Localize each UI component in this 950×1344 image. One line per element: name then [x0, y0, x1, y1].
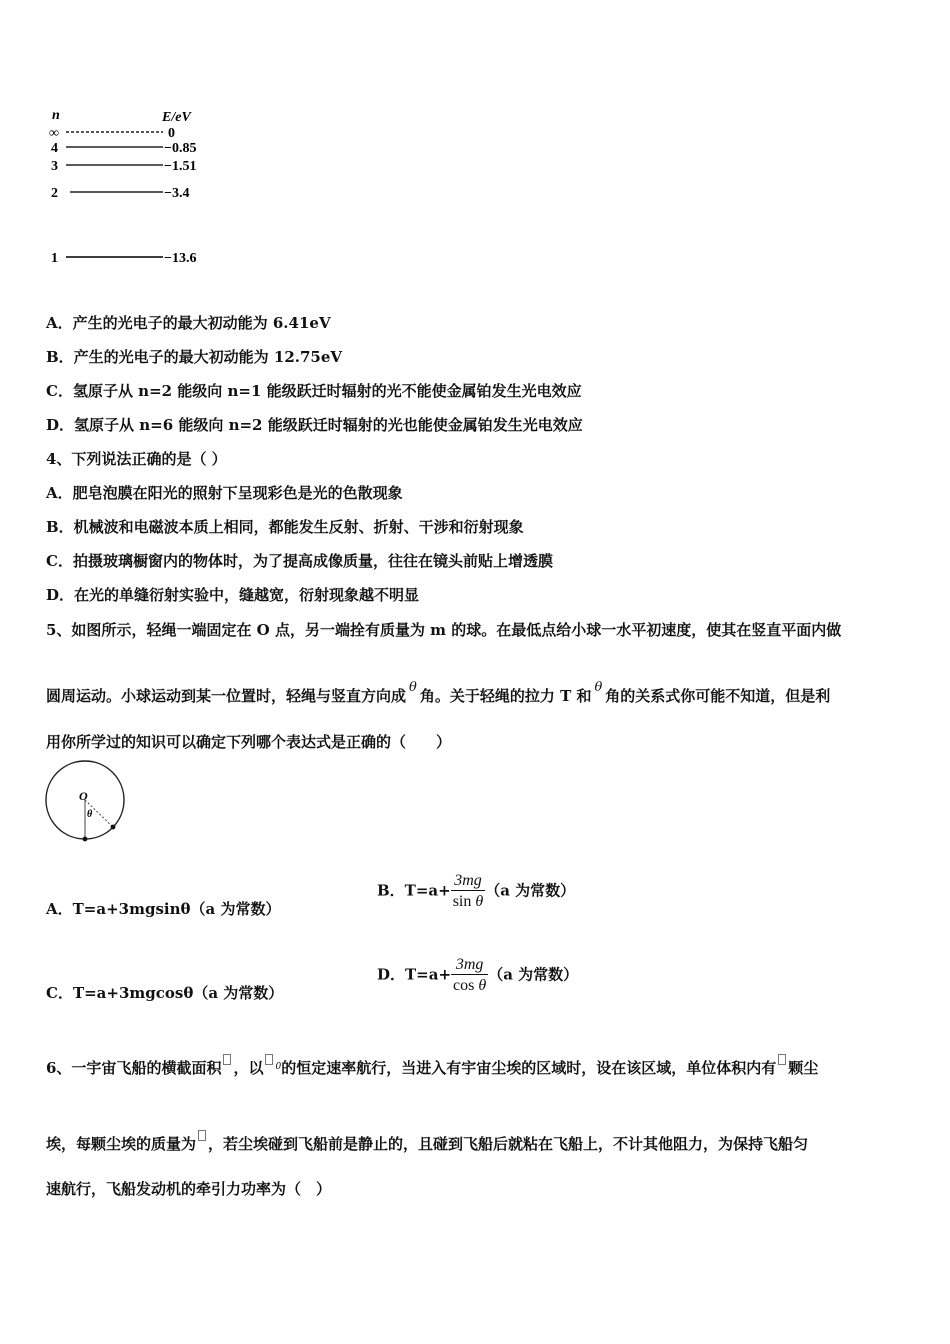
q4-option-c: C．拍摄玻璃橱窗内的物体时，为了提高成像质量，往往在镜头前贴上增透膜: [46, 552, 553, 570]
q5-d-suffix: （a 为常数）: [488, 965, 579, 984]
missing-symbol-placeholder: [778, 1054, 786, 1065]
q6-l1-part4: 颗尘: [788, 1059, 819, 1077]
q4-stem: 4、下列说法正确的是（ ）: [46, 450, 227, 468]
q5-d-fraction: [451, 956, 488, 995]
q4-option-a: A．肥皂泡膜在阳光的照射下呈现彩色是光的色散现象: [46, 484, 403, 502]
point-o-label: O: [79, 789, 88, 803]
level-e-2: −3.4: [164, 186, 190, 201]
level-n-3: 3: [51, 159, 58, 174]
level-n-4: 4: [51, 141, 58, 156]
q5-stem-line3: 用你所学过的知识可以确定下列哪个表达式是正确的（ ）: [46, 733, 452, 751]
q5-option-d: [377, 956, 578, 995]
missing-symbol-placeholder: [265, 1054, 273, 1065]
q6-l2-part2: ，若尘埃碰到飞船前是静止的，且碰到飞船后就粘在飞船上，不计其他阻力，为保持飞船匀: [208, 1135, 809, 1153]
q6-stem-line1: [46, 1054, 818, 1078]
level-n-inf: ∞: [49, 126, 59, 141]
q6-stem-line2: [46, 1130, 808, 1154]
q3-option-d: D．氢原子从 n=6 能级向 n=2 能级跃迁时辐射的光也能使金属铂发生光电效应: [46, 416, 583, 434]
q5-b-fraction: [451, 872, 486, 911]
q5-b-denominator: [451, 890, 486, 911]
q6-stem-line3: 速航行，飞船发动机的牵引力功率为（ ）: [46, 1180, 332, 1198]
theta-symbol: θ: [409, 680, 417, 695]
level-e-1: −13.6: [164, 251, 197, 266]
q6-l1-part3: 的恒定速率航行，当进入有宇宙尘埃的区域时，设在该区域，单位体积内有: [281, 1059, 777, 1077]
q5-line2-part2: 角。关于轻绳的拉力 T 和: [419, 687, 592, 705]
q5-b-suffix: （a 为常数）: [485, 881, 576, 900]
q3-option-c: C．氢原子从 n=2 能级向 n=1 能级跃迁时辐射的光不能使金属铂发生光电效应: [46, 382, 582, 400]
q6-subscript: 0: [275, 1062, 282, 1072]
q6-l1-part2: ，以: [233, 1059, 264, 1077]
q3-option-b: B．产生的光电子的最大初动能为 12.75eV: [46, 348, 343, 366]
q5-line2-part3: 角的关系式你可能不知道，但是利: [605, 687, 831, 705]
q5-d-den-var: θ: [478, 977, 487, 994]
q6-l2-part1: 埃，每颗尘埃的质量为: [46, 1135, 197, 1153]
level-n-2: 2: [51, 186, 58, 201]
q5-option-c: C．T=a+3mgcosθ（a 为常数）: [46, 984, 284, 1002]
ball-bottom: [83, 837, 88, 842]
pendulum-circle-figure: [40, 760, 135, 850]
q5-b-prefix: B．T=a+: [377, 881, 451, 900]
q5-option-b: [377, 872, 575, 911]
q6-l1-part1: 6、一宇宙飞船的横截面积: [46, 1059, 222, 1077]
angle-theta-label: θ: [87, 809, 93, 820]
theta-symbol: θ: [594, 680, 603, 695]
level-n-1: 1: [51, 251, 58, 266]
q3-option-a: A．产生的光电子的最大初动能为 6.41eV: [46, 314, 331, 332]
q5-stem-line2: [46, 680, 830, 706]
q5-b-den-var: θ: [475, 893, 484, 910]
q5-d-prefix: D．T=a+: [377, 965, 452, 984]
missing-symbol-placeholder: [198, 1130, 206, 1141]
q5-d-denominator: [451, 974, 488, 995]
q4-option-d: D．在光的单缝衍射实验中，缝越宽，衍射现象越不明显: [46, 586, 420, 604]
level-e-inf: 0: [168, 126, 175, 141]
q5-line2-part1: 圆周运动。小球运动到某一位置时，轻绳与竖直方向成: [46, 687, 407, 705]
q5-d-numerator: 3mg: [455, 956, 484, 973]
energy-axis-label: E/eV: [162, 110, 191, 125]
q5-option-a: A．T=a+3mgsinθ（a 为常数）: [46, 900, 281, 918]
q5-stem-line1: 5、如图所示，轻绳一端固定在 O 点，另一端拴有质量为 m 的球。在最低点给小球一水平初速度，使其在竖直平面内做: [46, 621, 842, 639]
energy-level-diagram: [40, 105, 230, 275]
level-e-3: −1.51: [164, 159, 197, 174]
n-axis-label: n: [52, 108, 60, 123]
ball-position: [111, 825, 116, 830]
q5-d-den-fn: cos: [453, 977, 475, 994]
q5-b-den-fn: sin: [452, 893, 472, 910]
q5-b-numerator: 3mg: [454, 872, 482, 889]
missing-symbol-placeholder: [223, 1054, 231, 1065]
q4-option-b: B．机械波和电磁波本质上相同，都能发生反射、折射、干涉和衍射现象: [46, 518, 524, 536]
level-e-4: −0.85: [164, 141, 197, 156]
